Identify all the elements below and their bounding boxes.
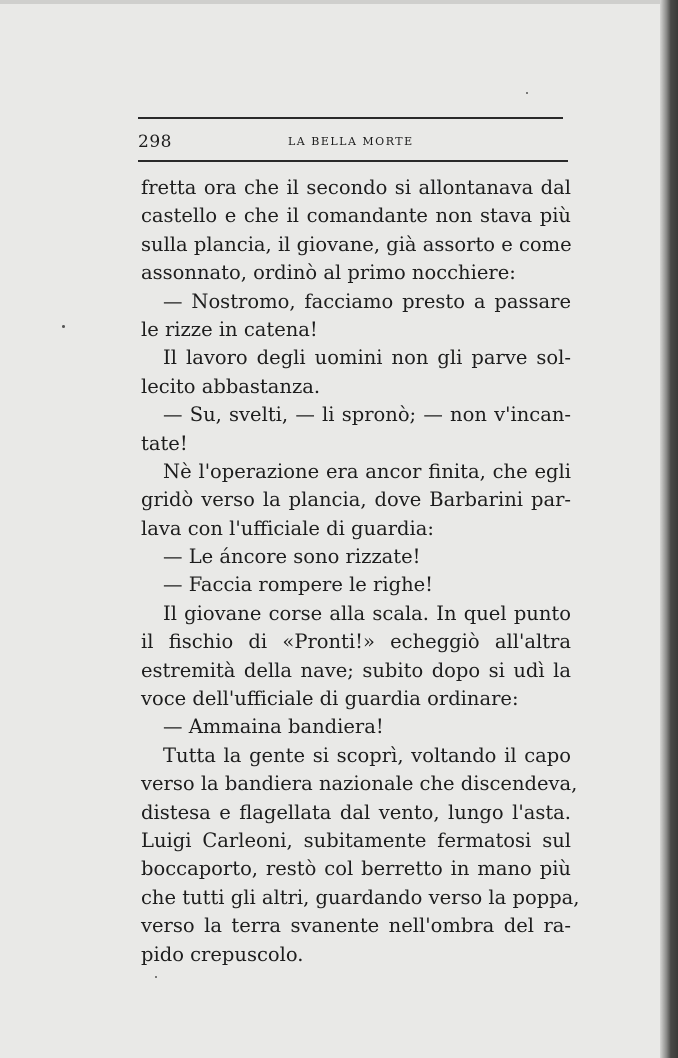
text-line: lava con l'ufficiale di guardia: (141, 516, 434, 540)
running-header (138, 132, 566, 154)
print-speck (526, 92, 528, 94)
text-line: fretta ora che il secondo si allontanava dal (141, 176, 571, 199)
text-line: che tutti gli altri, guardando verso la poppa, (141, 885, 580, 909)
text-line: tate! (141, 431, 188, 455)
text-line: — Faccia rompere le righe! (163, 573, 434, 597)
text-line: sulla plancia, il giovane, già assorto e come (141, 232, 572, 256)
text-line: voce dell'ufficiale di guardia ordinare: (141, 687, 519, 711)
text-line: castello e che il comandante non stava più (141, 204, 571, 228)
text-line: — Le áncore sono rizzate! (163, 545, 421, 569)
text-line: distesa e flagellata dal vento, lungo l'asta. (141, 800, 571, 824)
page-number: 298 (138, 132, 172, 152)
book-binding-edge (660, 0, 678, 1058)
text-line: Il giovane corse alla scala. In quel punto (163, 601, 571, 625)
text-line: — Ammaina bandiera! (163, 715, 384, 739)
page-top-edge (0, 0, 660, 4)
running-title: LA BELLA MORTE (288, 135, 414, 148)
text-line: verso la terra svanente nell'ombra del ra- (141, 914, 571, 938)
text-line: Luigi Carleoni, subitamente fermatosi sul (141, 828, 571, 852)
print-speck (62, 325, 65, 328)
text-line: lecito abbastanza. (141, 374, 321, 398)
text-line: Il lavoro degli uomini non gli parve sol- (163, 346, 571, 370)
text-line: — Su, svelti, — li spronò; — non v'incan- (163, 403, 571, 427)
text-line: gridò verso la plancia, dove Barbarini par- (141, 488, 571, 512)
text-line: boccaporto, restò col berretto in mano più (141, 857, 571, 881)
header-rule-bottom (138, 160, 568, 162)
text-line: estremità della nave; subito dopo si udì la (141, 658, 571, 682)
text-line: Tutta la gente si scoprì, voltando il capo (163, 743, 571, 767)
text-line: — Nostromo, facciamo presto a passare (163, 289, 571, 313)
header-rule-top (138, 117, 563, 119)
body-text (141, 174, 580, 969)
text-line: verso la bandiera nazionale che discendeva, (141, 772, 578, 796)
text-line: pido crepuscolo. (141, 942, 304, 966)
text-line: assonnato, ordinò al primo nocchiere: (141, 261, 516, 285)
text-line: Nè l'operazione era ancor finita, che egli (163, 459, 571, 483)
text-line: il fischio di «Pronti!» echeggiò all'altra (141, 630, 571, 654)
print-speck (155, 976, 157, 978)
text-line: le rizze in catena! (141, 317, 318, 341)
